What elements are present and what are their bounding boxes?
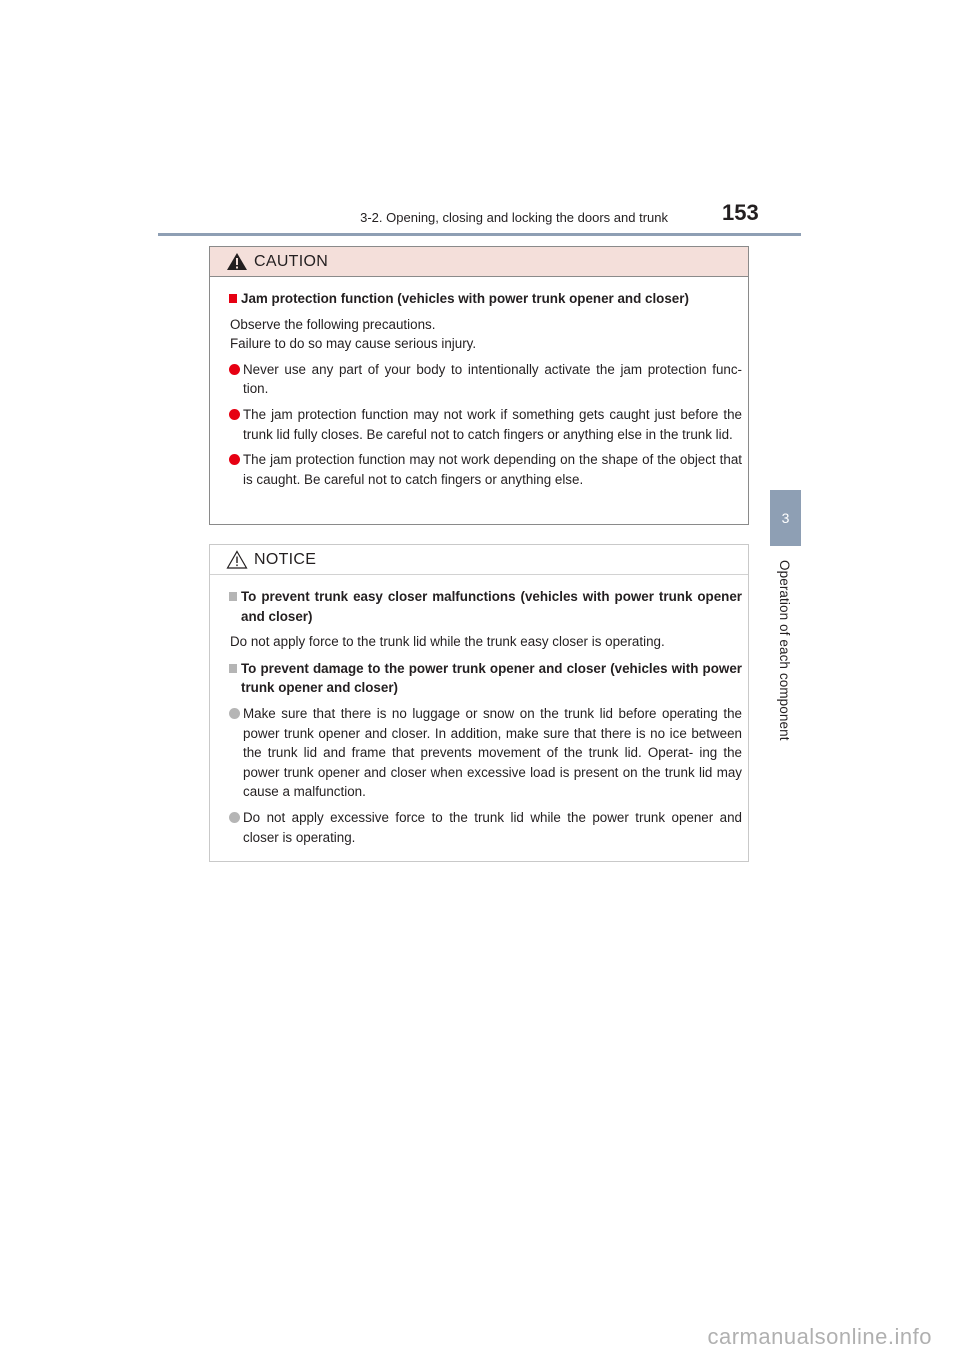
notice-header bbox=[210, 545, 748, 575]
warning-triangle-outline-icon bbox=[226, 550, 248, 569]
notice-section2-title-text: To prevent damage to the power trunk opener and closer (vehicles with power trunk opener and closer) bbox=[241, 660, 742, 696]
caution-bullet-text: The jam protection function may not work if something gets caught just before the trunk lid fully closes. Be careful not to catch fingers or anything else in the trunk lid. bbox=[243, 406, 742, 442]
caution-bullet-text: The jam protection function may not work depending on the shape of the object that is caught. Be careful not to catch fingers or anything else. bbox=[243, 452, 742, 487]
caution-bullet bbox=[229, 405, 742, 444]
watermark: carmanualsonline.info bbox=[707, 1324, 932, 1349]
chapter-tab-label: Operation of each component bbox=[777, 560, 792, 741]
caution-bullet bbox=[229, 450, 742, 489]
notice-heading: NOTICE bbox=[254, 550, 317, 568]
notice-bullet-text: Make sure that there is no luggage or snow on the trunk lid before operating the power trunk opener and closer. In addition, make sure that there is no ice between the trunk lid and frame that prevents movement of the trunk lid. Operat- ing the power trunk opener and closer when excessive load is present on the trunk lid may cause a malfunction. bbox=[243, 705, 742, 800]
notice-bullet bbox=[229, 808, 742, 847]
caution-heading: CAUTION bbox=[254, 252, 329, 270]
notice-bullet-text: Do not apply excessive force to the trunk lid while the power trunk opener and closer is operating. bbox=[243, 809, 742, 845]
notice-section1-title-text: To prevent trunk easy closer malfunctions (vehicles with power trunk opener and closer) bbox=[241, 589, 742, 624]
caution-intro-line2: Failure to do so may cause serious injury. bbox=[230, 336, 477, 352]
caution-bullet bbox=[229, 360, 742, 399]
notice-body bbox=[210, 575, 748, 847]
caution-intro-line1: Observe the following precautions. bbox=[230, 316, 436, 332]
caution-section-title-text: Jam protection function (vehicles with power trunk opener and closer) bbox=[241, 291, 689, 306]
notice-section2-title bbox=[229, 659, 742, 698]
bullet-dot-icon bbox=[229, 454, 240, 465]
notice-bullet bbox=[229, 704, 742, 802]
section-square-icon bbox=[229, 664, 237, 673]
bullet-dot-icon bbox=[229, 812, 240, 823]
caution-body bbox=[210, 277, 748, 489]
chapter-tab bbox=[770, 490, 801, 546]
header-rule bbox=[158, 233, 801, 236]
page-number: 153 bbox=[722, 200, 759, 225]
caution-header bbox=[210, 247, 748, 277]
bullet-dot-icon bbox=[229, 708, 240, 719]
chapter-tab-number: 3 bbox=[781, 510, 790, 526]
section-square-icon bbox=[229, 592, 237, 601]
running-header-title: 3-2. Opening, closing and locking the doors and trunk bbox=[360, 210, 668, 225]
notice-section1-title bbox=[229, 587, 742, 626]
caution-bullet-text: Never use any part of your body to intentionally activate the jam protection func- tion. bbox=[243, 361, 742, 397]
bullet-dot-icon bbox=[229, 409, 240, 420]
caution-box bbox=[209, 246, 749, 525]
caution-section-title bbox=[229, 289, 742, 309]
section-square-icon bbox=[229, 294, 237, 303]
warning-triangle-filled-icon bbox=[226, 252, 248, 271]
notice-box bbox=[209, 544, 749, 862]
notice-section1-text: Do not apply force to the trunk lid while the trunk easy closer is operating. bbox=[230, 634, 665, 650]
bullet-dot-icon bbox=[229, 364, 240, 375]
